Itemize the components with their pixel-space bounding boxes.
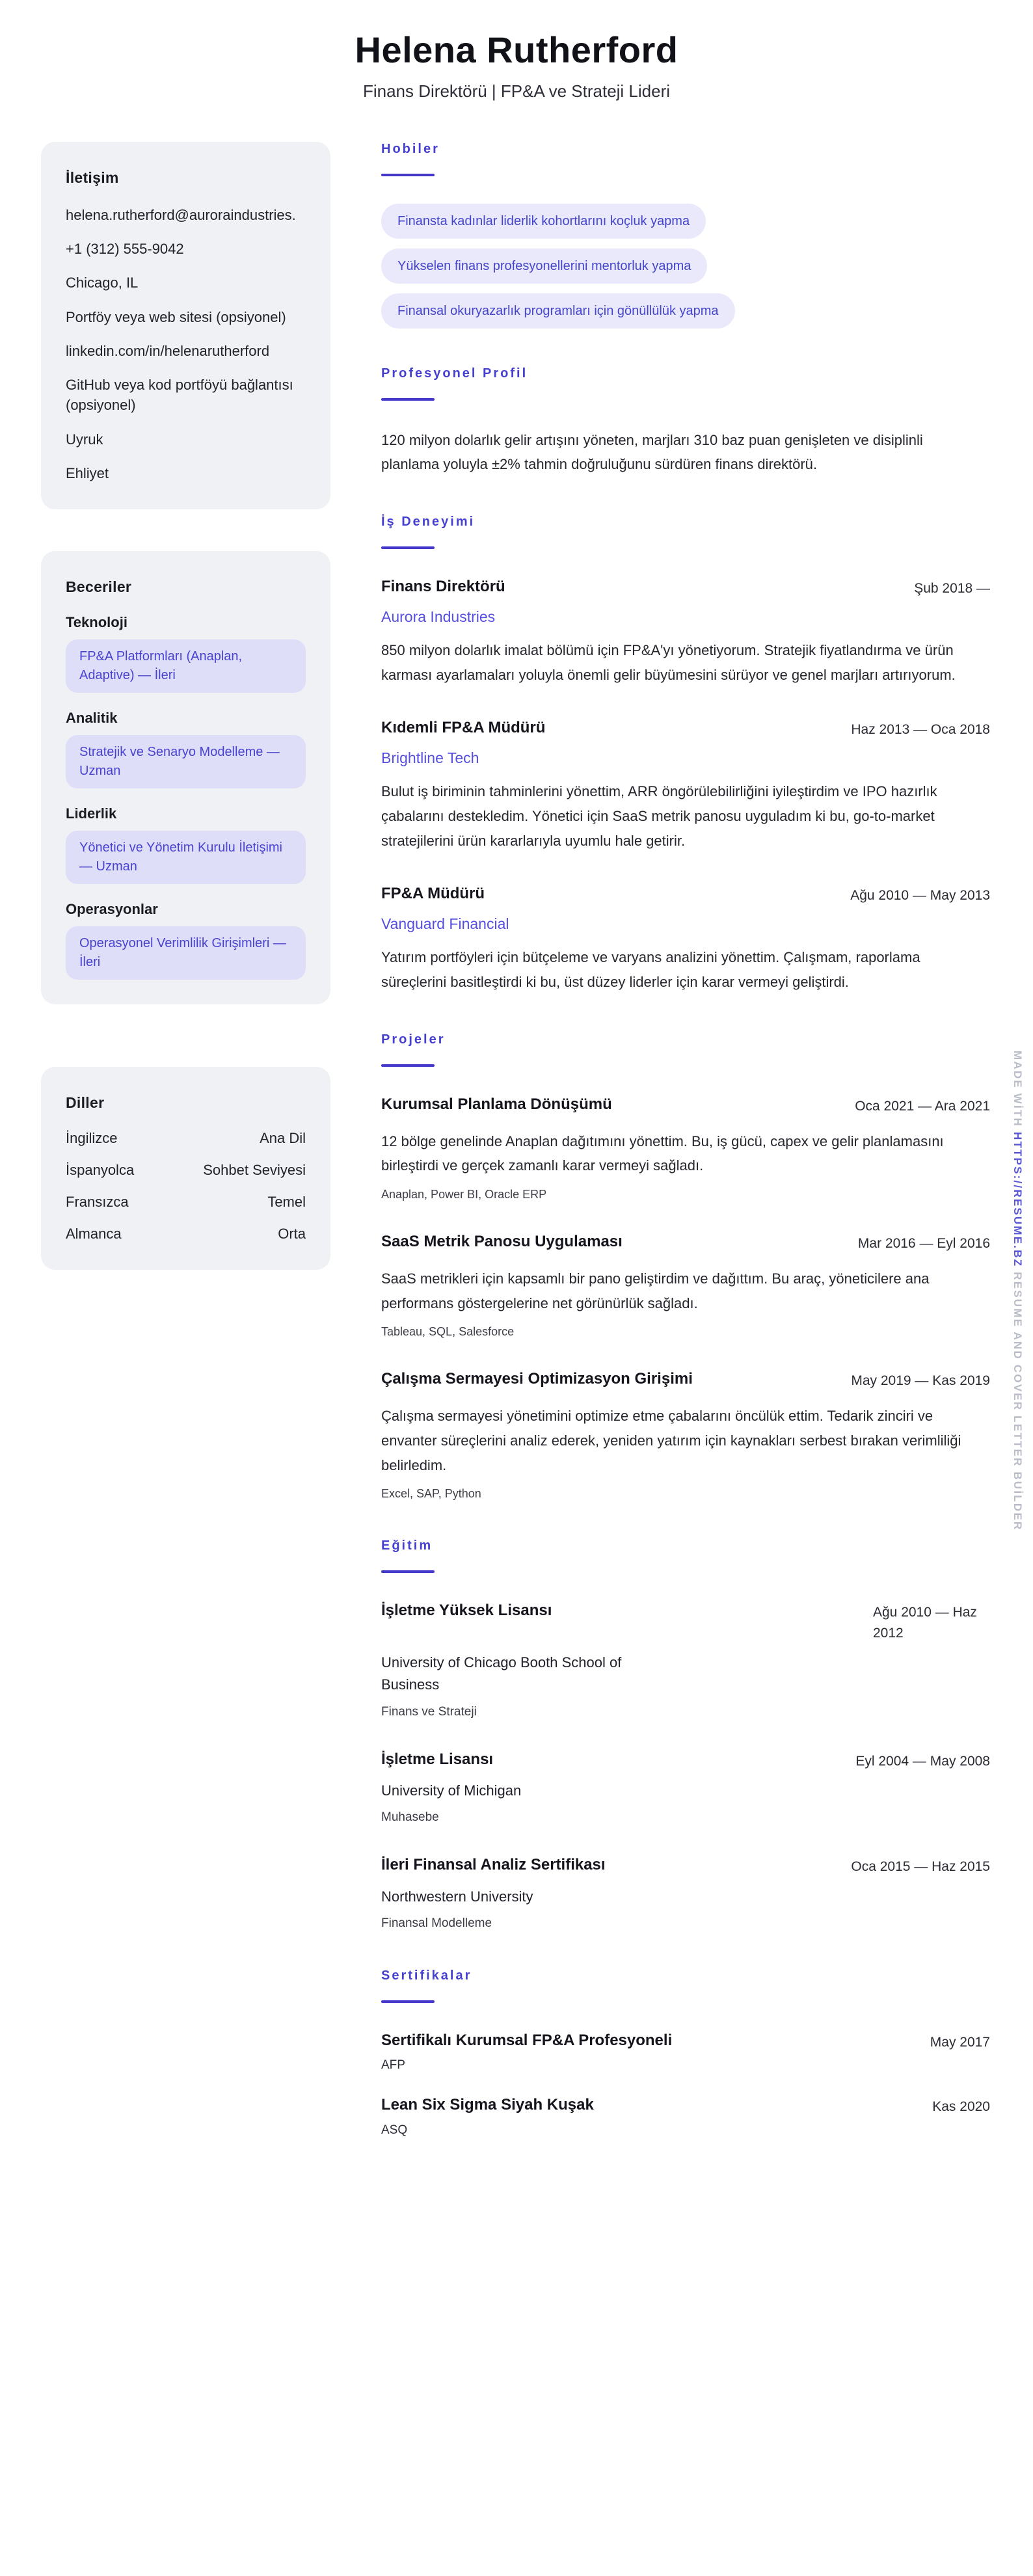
contact-email: helena.rutherford@auroraindustries. — [66, 207, 296, 223]
job-description: Bulut iş biriminin tahminlerini yönettim, ARR öngörülebilirliğini iyileştirdim ve IPO hazırlık çabalarını destekledim. Yönetici için SaaS metrik panosu uyguladım ki bu, go-to-market stratejilerini ürün kararlarıyla uyumlu hale getirir. — [381, 783, 937, 850]
section-rule — [381, 2000, 435, 2003]
section-title: Sertifikalar — [381, 1968, 472, 1983]
contact-github-placeholder: GitHub veya kod portföyü bağlantısı (opsiyonel) — [66, 377, 293, 414]
contact-phone: +1 (312) 555-9042 — [66, 241, 184, 258]
language-level: Orta — [278, 1226, 306, 1242]
skill-group-label: Analitik — [66, 710, 118, 727]
project-entry — [381, 1369, 990, 1501]
degree-title: İşletme Lisansı — [381, 1750, 494, 1768]
main-column — [381, 142, 991, 2175]
company-name: Brightline Tech — [381, 749, 479, 767]
language-row — [66, 1162, 306, 1179]
job-dates: Haz 2013 — Oca 2018 — [851, 721, 990, 737]
experience-entry — [381, 883, 990, 995]
certification-date: Kas 2020 — [932, 2099, 990, 2115]
job-description: 850 milyon dolarlık imalat bölümü için FP&A'yı yönetiyorum. Stratejik fiyatlandırma ve ürün karması ayarlamaları yoluyla önemli gelir büyümesini sürüyor ve genel marjları artırıyorum. — [381, 642, 956, 684]
skills-card-title: Beceriler — [66, 578, 132, 596]
project-description: 12 bölge genelinde Anaplan dağıtımını yönettim. Bu, iş gücü, capex ve gelir planlamasını birleştirdi ve gerçek zamanlı karar vermeyi sağladı. — [381, 1133, 944, 1174]
language-level: Sohbet Seviyesi — [203, 1162, 306, 1179]
resume-body — [0, 101, 1033, 2214]
section-certifications — [381, 1968, 990, 2138]
education-entry — [381, 1749, 990, 1825]
language-name: İspanyolca — [66, 1162, 135, 1179]
project-stack: Tableau, SQL, Salesforce — [381, 1325, 515, 1339]
school-name: Northwestern University — [381, 1888, 533, 1905]
experience-entry — [381, 718, 990, 853]
section-rule — [381, 398, 435, 401]
certification-title: Lean Six Sigma Siyah Kuşak — [381, 2096, 594, 2114]
education-entry — [381, 1600, 990, 1719]
school-name: University of Chicago Booth School of Business — [381, 1654, 622, 1693]
contact-linkedin: linkedin.com/in/helenarutherford — [66, 342, 270, 359]
resume-bz-watermark — [1011, 1051, 1024, 1531]
experience-entry — [381, 576, 990, 688]
section-experience — [381, 515, 990, 995]
section-title: Hobiler — [381, 142, 440, 156]
contact-website-placeholder: Portföy veya web sitesi (opsiyonel) — [66, 308, 286, 325]
job-dates: Ağu 2010 — May 2013 — [850, 887, 990, 903]
certification-issuer: AFP — [381, 2058, 405, 2073]
certification-issuer: ASQ — [381, 2123, 408, 2137]
project-entry — [381, 1231, 990, 1339]
project-stack: Excel, SAP, Python — [381, 1487, 481, 1501]
skill-group-technology — [66, 614, 306, 693]
language-row — [66, 1194, 306, 1211]
hobby-pill: Finansta kadınlar liderlik kohortlarını koçluk yapma — [381, 204, 706, 239]
language-row — [66, 1130, 306, 1147]
project-dates: Oca 2021 — Ara 2021 — [855, 1099, 990, 1114]
person-name: Helena Rutherford — [355, 29, 678, 70]
education-dates: Ağu 2010 — Haz 2012 — [873, 1605, 977, 1641]
profile-summary: 120 milyon dolarlık gelir artışını yöneten, marjları 310 baz puan genişleten ve disiplinli planlama yoluyla ±2% tahmin doğruluğunu sürdüren finans direktörü. — [381, 432, 923, 473]
watermark-builder-text: RESUME AND COVER LETTER BUİLDER — [1012, 1267, 1024, 1531]
sidebar — [41, 142, 330, 1270]
company-name: Vanguard Financial — [381, 915, 509, 933]
project-description: SaaS metrikleri için kapsamlı bir pano geliştirdim ve dağıttım. Bu araç, yöneticilere ana performans göstergelerine net görünürlük sağladı. — [381, 1270, 930, 1311]
section-title: İş Deneyimi — [381, 514, 476, 529]
field-of-study: Finansal Modelleme — [381, 1916, 492, 1930]
watermark-resume-bz-link: HTTPS://RESUME.BZ — [1012, 1131, 1024, 1268]
job-dates: Şub 2018 — — [914, 580, 990, 596]
company-name: Aurora Industries — [381, 608, 496, 626]
section-title: Projeler — [381, 1032, 446, 1047]
language-row — [66, 1226, 306, 1242]
certification-entry — [381, 2030, 990, 2073]
skills-card — [41, 551, 330, 1004]
skill-group-analytics — [66, 710, 306, 788]
language-name: Fransızca — [66, 1194, 129, 1211]
education-entry — [381, 1855, 990, 1931]
skill-group-operations — [66, 901, 306, 980]
section-title: Profesyonel Profil — [381, 366, 528, 381]
hobby-pill: Yükselen finans profesyonellerini mentorluk yapma — [381, 248, 707, 284]
certification-entry — [381, 2095, 990, 2138]
section-rule — [381, 546, 435, 549]
section-rule — [381, 1064, 435, 1067]
skill-pill: Yönetici ve Yönetim Kurulu İletişimi — Uzman — [66, 831, 306, 884]
section-rule — [381, 174, 435, 176]
job-title: Finans Direktörü — [381, 577, 505, 595]
contact-driving-license: Ehliyet — [66, 464, 109, 481]
project-stack: Anaplan, Power BI, Oracle ERP — [381, 1188, 547, 1201]
languages-card-title: Diller — [66, 1094, 105, 1112]
language-name: İngilizce — [66, 1130, 118, 1147]
project-description: Çalışma sermayesi yönetimini optimize etme çabalarını öncülük ettim. Tedarik zinciri ve envanter süreçlerini analiz ederek, yeniden yatırım için kaynakları serbest bırakan verimliliği belirledim. — [381, 1407, 961, 1473]
section-profile — [381, 366, 990, 477]
field-of-study: Finans ve Strateji — [381, 1704, 477, 1719]
language-level: Temel — [267, 1194, 306, 1211]
section-rule — [381, 1570, 435, 1573]
contact-location: Chicago, IL — [66, 275, 139, 291]
section-education — [381, 1538, 990, 1930]
field-of-study: Muhasebe — [381, 1810, 439, 1825]
degree-title: İşletme Yüksek Lisansı — [381, 1602, 552, 1620]
contact-nationality: Uyruk — [66, 431, 103, 448]
project-title: Kurumsal Planlama Dönüşümü — [381, 1095, 612, 1114]
degree-title: İleri Finansal Analiz Sertifikası — [381, 1856, 606, 1874]
school-name: University of Michigan — [381, 1782, 522, 1799]
resume-header — [0, 0, 1033, 101]
language-level: Ana Dil — [260, 1130, 306, 1147]
job-title: FP&A Müdürü — [381, 884, 485, 902]
contact-card — [41, 142, 330, 509]
contact-card-title: İletişim — [66, 169, 119, 186]
project-title: Çalışma Sermayesi Optimizasyon Girişimi — [381, 1370, 693, 1388]
certification-date: May 2017 — [930, 2034, 990, 2050]
skill-group-label: Operasyonlar — [66, 901, 158, 918]
watermark-made-with: MADE WİTH — [1012, 1051, 1024, 1132]
job-title: Kıdemli FP&A Müdürü — [381, 718, 546, 736]
section-hobbies — [381, 142, 990, 329]
hobby-pill: Finansal okuryazarlık programları için gönüllülük yapma — [381, 293, 735, 329]
skill-group-leadership — [66, 805, 306, 884]
languages-card — [41, 1067, 330, 1270]
skill-pill: Stratejik ve Senaryo Modelleme — Uzman — [66, 735, 306, 788]
language-name: Almanca — [66, 1226, 122, 1242]
certification-title: Sertifikalı Kurumsal FP&A Profesyoneli — [381, 2031, 673, 2049]
job-description: Yatırım portföyleri için bütçeleme ve varyans analizini yönettim. Çalışmam, raporlama süreçlerini basitleştirdi ki bu, üst düzey liderler için karar vermeyi geliştirdi. — [381, 949, 920, 991]
skill-group-label: Teknoloji — [66, 614, 127, 631]
project-dates: May 2019 — Kas 2019 — [851, 1373, 990, 1389]
section-projects — [381, 1032, 990, 1501]
skill-pill: FP&A Platformları (Anaplan, Adaptive) — İleri — [66, 639, 306, 693]
education-dates: Eyl 2004 — May 2008 — [855, 1753, 990, 1769]
education-dates: Oca 2015 — Haz 2015 — [851, 1859, 990, 1875]
skill-pill: Operasyonel Verimlilik Girişimleri — İleri — [66, 926, 306, 980]
project-entry — [381, 1094, 990, 1201]
project-title: SaaS Metrik Panosu Uygulaması — [381, 1233, 623, 1251]
project-dates: Mar 2016 — Eyl 2016 — [857, 1236, 990, 1252]
person-title: Finans Direktörü | FP&A ve Strateji Lideri — [362, 81, 671, 101]
skill-group-label: Liderlik — [66, 805, 117, 822]
section-title: Eğitim — [381, 1538, 433, 1553]
